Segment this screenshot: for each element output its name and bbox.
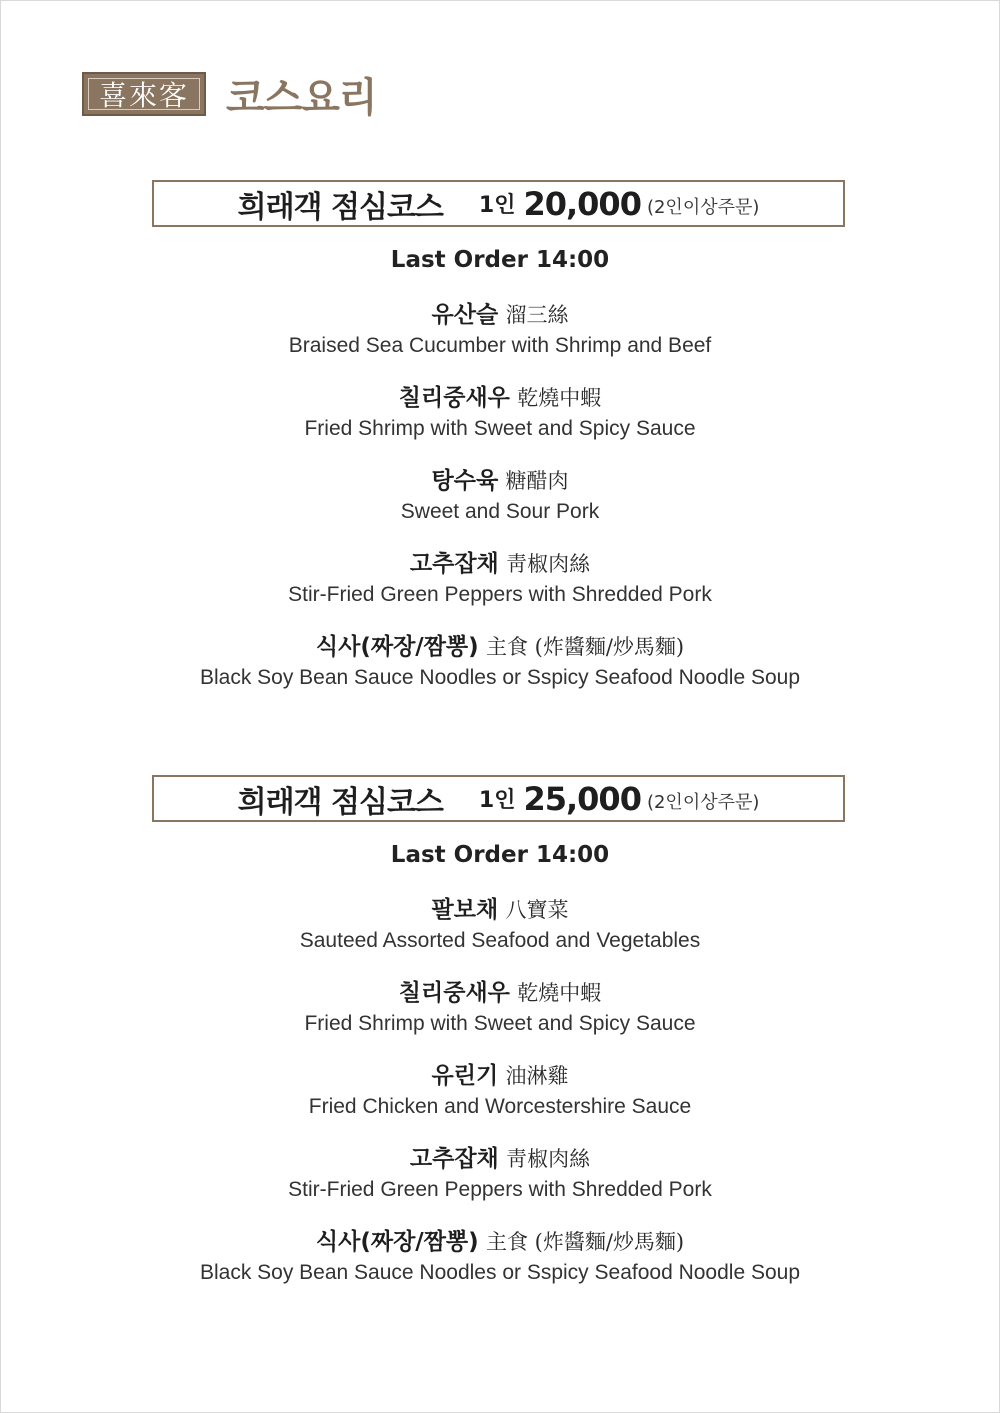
dish-name-hanja: 主食 (炸醬麵/炒馬麵): [485, 635, 685, 659]
dish-name-english: Braised Sea Cucumber with Shrimp and Beef: [288, 334, 712, 357]
dish-name-hanja: 主食 (炸醬麵/炒馬麵): [485, 1230, 685, 1254]
course-price: 20,000: [523, 184, 641, 223]
dish-name-english: Sauteed Assorted Seafood and Vegetables: [299, 929, 701, 952]
menu-item: [0, 466, 1000, 526]
dish-name-hanja: 溜三絲: [505, 303, 569, 327]
order-minimum-note: (2인이상주문): [646, 196, 760, 218]
logo-row: [82, 70, 377, 121]
course-name: 희래객 점심코스: [237, 784, 443, 820]
dish-name-english: Black Soy Bean Sauce Noodles or Sspicy Seafood Noodle Soup: [199, 666, 801, 689]
dish-name-hanja: 乾燒中蝦: [517, 981, 602, 1005]
dish-name-korean: 유산슬: [431, 302, 499, 328]
course-header: [152, 180, 845, 227]
dish-name-english: Stir-Fried Green Peppers with Shredded Pork: [288, 583, 712, 606]
dish-name-korean: 식사(짜장/짬뽕): [315, 1229, 479, 1255]
dish-name-english: Fried Shrimp with Sweet and Spicy Sauce: [304, 417, 696, 440]
logo-stamp: [82, 72, 206, 116]
dish-name-hanja: 糖醋肉: [505, 469, 569, 493]
dish-name-korean: 고추잡채: [409, 551, 499, 577]
last-order: Last Order 14:00: [390, 842, 610, 868]
menu-item: [0, 300, 1000, 360]
dish-name-english: Sweet and Sour Pork: [400, 500, 600, 523]
dish-name-english: Fried Shrimp with Sweet and Spicy Sauce: [304, 1012, 696, 1035]
menu-item: [0, 1144, 1000, 1204]
page-title: 코스요리: [226, 74, 377, 121]
dish-name-hanja: 靑椒肉絲: [506, 552, 591, 576]
dish-name-korean: 팔보채: [431, 897, 499, 923]
menu-item: [0, 895, 1000, 955]
dish-name-english: Fried Chicken and Worcestershire Sauce: [308, 1095, 692, 1118]
per-person-label: 1인: [478, 193, 516, 218]
dish-name-hanja: 油淋雞: [505, 1064, 569, 1088]
logo-stamp-text: 喜來客: [98, 79, 189, 112]
menu-item: [0, 1061, 1000, 1121]
course-price: 25,000: [523, 779, 641, 818]
last-order: Last Order 14:00: [390, 247, 610, 273]
dish-name-korean: 칠리중새우: [398, 385, 510, 411]
menu-item: [0, 549, 1000, 609]
per-person-label: 1인: [478, 788, 516, 813]
dish-name-korean: 유린기: [431, 1063, 499, 1089]
menu-item: [0, 632, 1000, 692]
dish-name-korean: 칠리중새우: [398, 980, 510, 1006]
dish-name-hanja: 八寶菜: [505, 898, 569, 922]
dish-name-korean: 탕수육: [431, 468, 499, 494]
menu-item: [0, 978, 1000, 1038]
course-name: 희래객 점심코스: [237, 189, 443, 225]
menu-item: [0, 1227, 1000, 1287]
dish-name-english: Black Soy Bean Sauce Noodles or Sspicy Seafood Noodle Soup: [199, 1261, 801, 1284]
order-minimum-note: (2인이상주문): [646, 791, 760, 813]
dish-name-hanja: 靑椒肉絲: [506, 1147, 591, 1171]
dish-name-korean: 고추잡채: [409, 1146, 499, 1172]
dish-name-english: Stir-Fried Green Peppers with Shredded Pork: [288, 1178, 712, 1201]
dish-name-korean: 식사(짜장/짬뽕): [315, 634, 479, 660]
menu-item: [0, 383, 1000, 443]
dish-name-hanja: 乾燒中蝦: [517, 386, 602, 410]
course-header: [152, 775, 845, 822]
